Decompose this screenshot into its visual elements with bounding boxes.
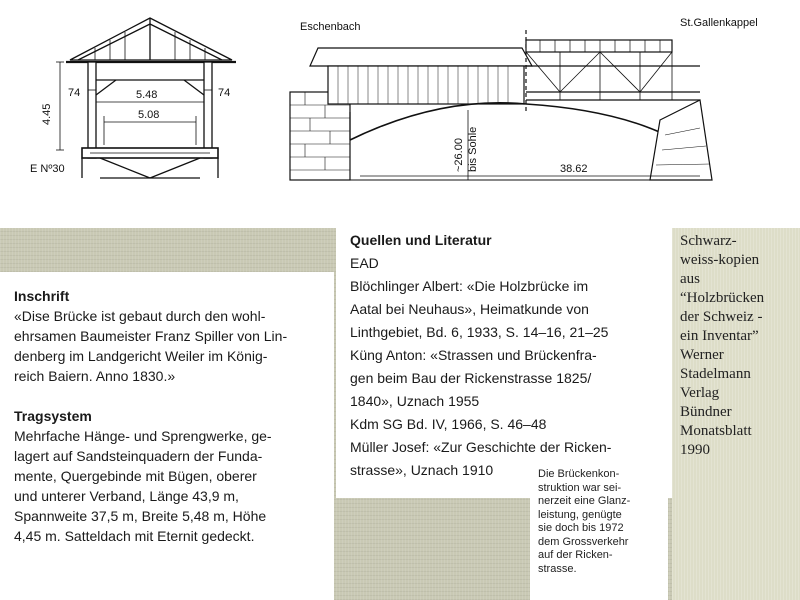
source-label-line: aus [680, 271, 700, 287]
tragsystem-line: und unterer Verband, Länge 43,9 m, [14, 488, 239, 504]
source-label-line: Monatsblatt [680, 423, 752, 439]
quellen-line: Kdm SG Bd. IV, 1966, S. 46–48 [350, 416, 547, 432]
cross-section-height-dim: 4.45 [41, 103, 53, 125]
tragsystem-line: Mehrfache Hänge- und Sprengwerke, ge- [14, 428, 272, 444]
sources-panel [336, 228, 672, 498]
quellen-heading: Quellen und Literatur [350, 232, 492, 248]
inschrift-line: «Dise Brücke ist gebaut durch den wohl- [14, 308, 266, 324]
source-label-line: Stadelmann [680, 366, 751, 382]
cross-section-profile-label: E Nº30 [30, 163, 65, 175]
quellen-line: Müller Josef: «Zur Geschichte der Ricken- [350, 439, 612, 455]
quellen-line: Linthgebiet, Bd. 6, 1933, S. 14–16, 21–25 [350, 324, 609, 340]
caption-note-line: strasse. [538, 562, 577, 575]
source-label-line: der Schweiz - [680, 309, 763, 325]
caption-note-line: nerzeit eine Glanz- [538, 495, 631, 507]
source-label-line: weiss-kopien [680, 252, 760, 268]
quellen-line: strasse», Uznach 1910 [350, 462, 494, 478]
tragsystem-line: Spannweite 37,5 m, Breite 5,48 m, Höhe [14, 508, 267, 524]
source-label-text [672, 228, 800, 460]
elevation-right-label: St.Gallenkappel [680, 17, 758, 29]
elevation-span-dim: 38.62 [560, 163, 588, 175]
quellen-line: 1840», Uznach 1955 [350, 393, 480, 409]
caption-note-line: leistung, genügte [538, 508, 622, 521]
tragsystem-line: lagert auf Sandsteinquadern der Funda- [14, 448, 263, 464]
inschrift-heading: Inschrift [14, 288, 70, 304]
left-text-panel [0, 272, 334, 600]
source-label-line: 1990 [680, 442, 710, 458]
source-label-panel [672, 228, 800, 600]
source-label-line: “Holzbrücken [680, 290, 765, 306]
caption-note-line: auf der Ricken- [538, 549, 613, 561]
bridge-drawings-svg [0, 0, 800, 228]
source-label-line: Schwarz- [680, 233, 737, 249]
caption-note-line: dem Grossverkehr [538, 535, 629, 548]
technical-drawings [0, 0, 800, 228]
quellen-line: Küng Anton: «Strassen und Brückenfra- [350, 347, 597, 363]
quellen-line: Blöchlinger Albert: «Die Holzbrücke im [350, 278, 589, 294]
caption-note-line: struktion war sei- [538, 481, 622, 494]
tragsystem-line: 4,45 m. Satteldach mit Eternit gedeckt. [14, 528, 255, 544]
source-label-line: Bündner [680, 404, 732, 420]
source-label-line: ein Inventar” [680, 328, 759, 344]
elevation-left-label: Eschenbach [300, 21, 361, 33]
cross-section-outer-dim: 5.48 [136, 89, 158, 101]
cross-section-inner-dim: 5.08 [138, 109, 160, 121]
caption-note-text [530, 462, 668, 576]
elevation-height-dim: ~26.00 [453, 138, 465, 172]
elevation-drawing [290, 30, 712, 180]
cross-section-left-dim: 74 [68, 87, 81, 99]
quellen-line: Aatal bei Neuhaus», Heimatkunde von [350, 301, 589, 317]
tragsystem-line: mente, Quergebinde mit Bügen, oberer [14, 468, 257, 484]
caption-note-panel [530, 462, 668, 600]
caption-note-line: Die Brückenkon- [538, 468, 620, 480]
tragsystem-heading: Tragsystem [14, 408, 92, 424]
inschrift-line: reich Baiern. Anno 1830.» [14, 368, 176, 384]
quellen-line: gen beim Bau der Rickenstrasse 1825/ [350, 370, 592, 386]
source-label-line: Verlag [680, 385, 720, 401]
cross-section-right-dim: 74 [218, 87, 231, 99]
source-label-line: Werner [680, 347, 724, 363]
elevation-height-note: bis Sohle [467, 126, 479, 172]
inschrift-line: ehrsamen Baumeister Franz Spiller von Lin- [14, 328, 288, 344]
quellen-line: EAD [350, 255, 379, 271]
caption-note-line: sie doch bis 1972 [538, 522, 624, 534]
inschrift-line: denberg im Landgericht Weiler im König- [14, 348, 268, 364]
